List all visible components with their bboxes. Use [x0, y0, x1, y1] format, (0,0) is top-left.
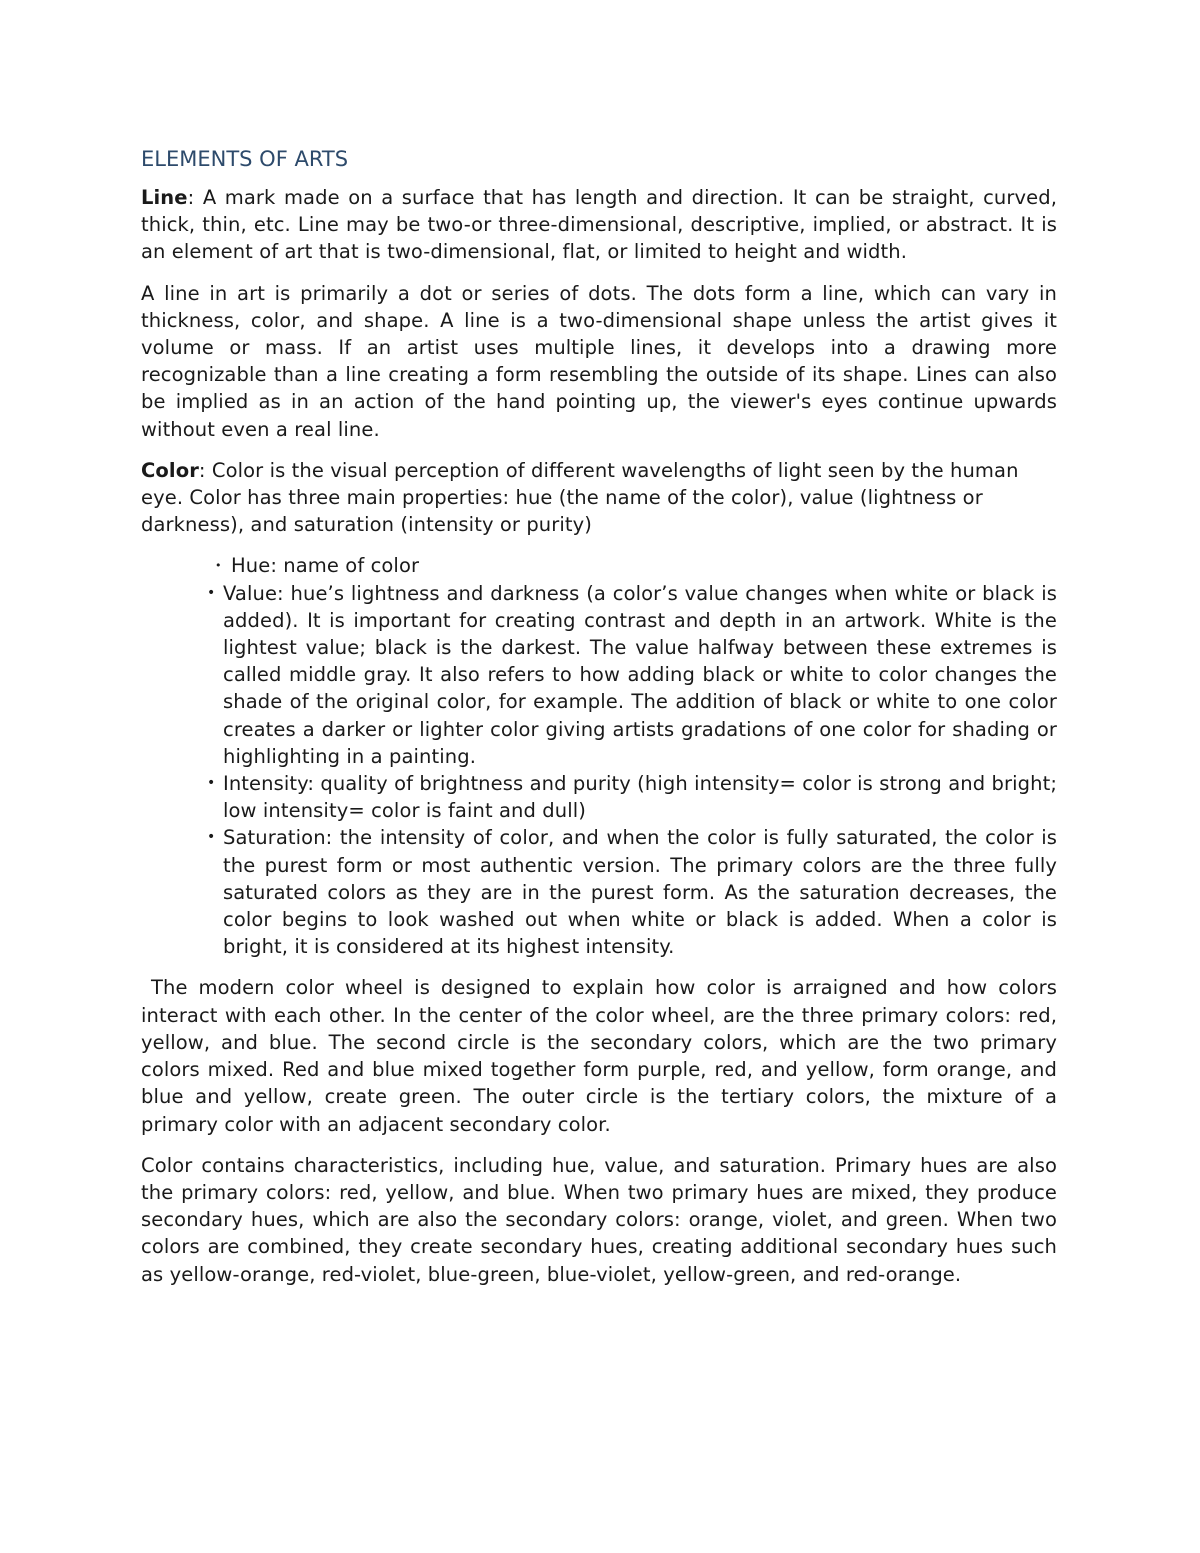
list-item-value — [207, 580, 1057, 770]
line-definition-paragraph — [141, 184, 1057, 266]
document-title: ELEMENTS OF ARTS — [141, 147, 349, 171]
color-definition-paragraph — [141, 457, 1057, 539]
color-definition: : Color is the visual perception of different wavelengths of light seen by the human eye. Color has three main properties: hue (the name of the color), value (lightness or darkness), and saturation (intensity or purity) — [141, 458, 1019, 537]
line-term: Line — [141, 186, 188, 209]
line-explanation-paragraph: A line in art is primarily a dot or series of dots. The dots form a line, which can vary in thickness, color, and shape. A line is a two-dimensional shape unless the artist gives it volume or mass. If an artist uses multiple lines, it develops into a drawing more recognizable than a line creating a form resembling the outside of its shape. Lines can also be implied as in an action of the hand pointing up, the viewer's eyes continue upwards without even a real line. — [141, 281, 1057, 441]
line-definition: : A mark made on a surface that has length and direction. It can be straight, curved, thick, thin, etc. Line may be two-or three-dimensional, descriptive, implied, or abstract. It is an element of art that is two-dimensional, flat, or limited to height and width. — [141, 186, 1057, 264]
list-item-saturation — [207, 824, 1057, 960]
bullet-dot-icon: • — [207, 829, 216, 846]
list-item-text: Hue: name of color — [231, 554, 420, 578]
list-item-text: Saturation: the intensity of color, and when the color is fully saturated, the color is the purest form or most authentic version. The primary colors are the three fully saturated colors as they are in the purest form. As the saturation decreases, the color begins to look washed out when white or black is added. When a color is bright, it is considered at its highest intensity. — [223, 826, 1057, 959]
bullet-dot-icon: • — [207, 584, 216, 601]
color-wheel-paragraph: The modern color wheel is designed to explain how color is arraigned and how colors interact with each other. In the center of the color wheel, are the three primary colors: red, yellow, and blue. The second circle is the secondary colors, which are the two primary colors mixed. Red and blue mixed together form purple, red, and yellow, form orange, and blue and yellow, create green. The outer circle is the tertiary colors, the mixture of a primary color with an adjacent secondary color. — [141, 976, 1057, 1136]
color-hues-paragraph: Color contains characteristics, including hue, value, and saturation. Primary hues are also the primary colors: red, yellow, and blue. When two primary hues are mixed, they produce secondary hues, which are also the secondary colors: orange, violet, and green. When two colors are combined, they create secondary hues, creating additional secondary hues such as yellow-orange, red-violet, blue-green, blue-violet, yellow-green, and red-orange. — [141, 1153, 1057, 1286]
list-item-intensity — [207, 770, 1057, 824]
color-properties-list — [141, 552, 1057, 960]
list-item-hue — [215, 552, 1057, 579]
bullet-dot-icon: • — [215, 559, 222, 573]
document-page — [141, 144, 1057, 1302]
bullet-dot-icon: • — [207, 775, 216, 792]
color-term: Color — [141, 458, 199, 482]
list-item-text: Value: hue’s lightness and darkness (a color’s value changes when white or black is added). It is important for creating contrast and depth in an artwork. White is the lightest value; black is the darkest. The value halfway between these extremes is called middle gray. It also refers to how adding black or white to color changes the shade of the original color, for example. The addition of black or white to one color creates a darker or lighter color giving artists gradations of one color for shading or highlighting in a painting. — [223, 581, 1057, 768]
list-item-text: Intensity: quality of brightness and purity (high intensity= color is strong and bright; low intensity= color is faint and dull) — [223, 772, 1057, 823]
